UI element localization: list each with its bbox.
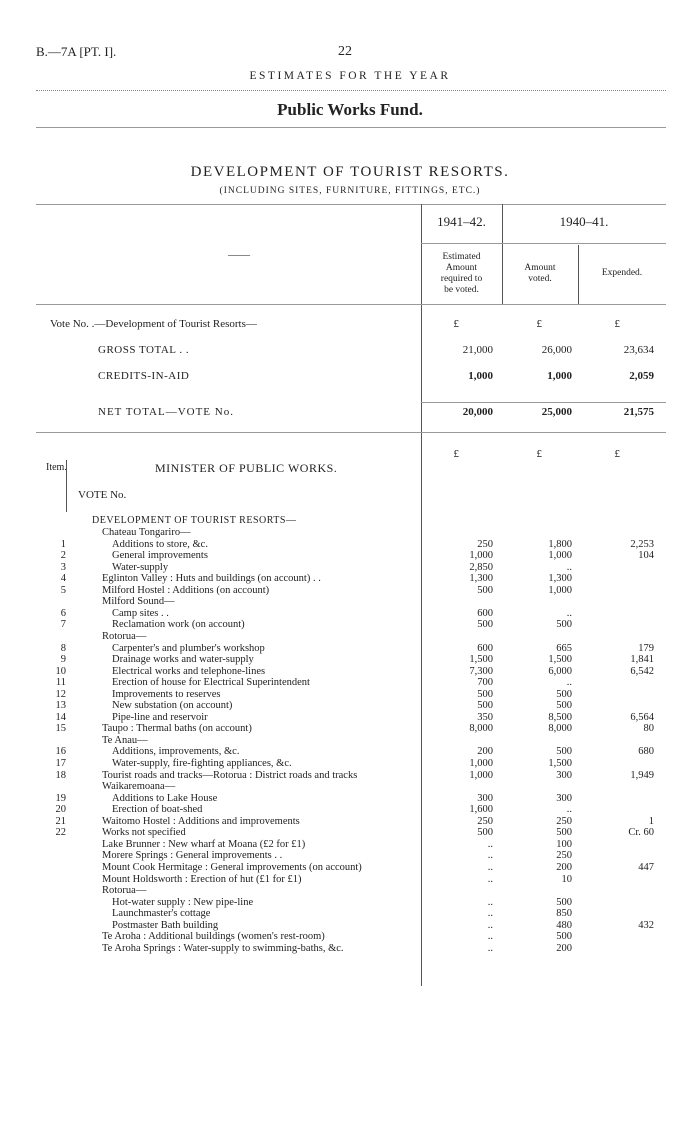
running-title: ESTIMATES FOR THE YEAR (249, 70, 451, 82)
detail-expended-value: 680 (638, 746, 654, 758)
detail-row-label: Pipe-line and reservoir (112, 711, 208, 723)
detail-expended-value: 2,253 (630, 538, 654, 550)
detail-expended-value: 80 (643, 723, 654, 735)
detail-voted-value: 1,500 (548, 758, 572, 769)
summary-voted-value: 1,000 (547, 370, 572, 382)
detail-voted-value: 6,000 (548, 665, 572, 677)
detail-voted-value: 200 (556, 942, 572, 954)
detail-expended-value: 1 (648, 815, 654, 827)
item-number: 11 (55, 677, 66, 689)
detail-expended-value: 6,564 (630, 711, 654, 723)
detail-voted-value: 500 (556, 619, 572, 631)
pound-sign: £ (614, 318, 620, 330)
detail-voted-value: .. (566, 607, 572, 619)
detail-row-label: Te Anau— (102, 734, 148, 746)
fund-title: Public Works Fund. (277, 100, 423, 119)
detail-voted-value: 1,000 (548, 550, 572, 562)
detail-expended-value: 104 (638, 550, 654, 562)
item-number: 18 (55, 769, 66, 781)
voted-header-line: voted. (528, 274, 552, 284)
summary-row-label: CREDITS-IN-AID (98, 370, 190, 382)
detail-estimated-value: 500 (477, 827, 493, 839)
pound-sign: £ (536, 318, 542, 330)
vote-heading: VOTE No. (78, 489, 127, 501)
detail-voted-value: 500 (556, 746, 572, 758)
detail-estimated-value: 500 (477, 688, 493, 700)
detail-row-label: Reclamation work (on account) (112, 619, 245, 631)
detail-voted-value: 8,500 (548, 711, 572, 723)
detail-voted-value: .. (566, 804, 572, 816)
detail-expended-value: 432 (638, 919, 654, 931)
detail-row-label: Additions, improvements, &c. (112, 746, 240, 758)
detail-estimated-value: .. (487, 931, 493, 943)
detail-row-label: Camp sites . . (112, 607, 169, 619)
detail-row-label: Mount Cook Hermitage : General improvements (on account) (102, 861, 362, 873)
net-total-top-rule (421, 402, 666, 403)
detail-voted-value: 500 (556, 827, 572, 839)
item-number: 21 (55, 815, 66, 827)
detail-voted-value: 850 (556, 908, 572, 920)
detail-estimated-value: 1,000 (469, 769, 493, 781)
detail-expended-value: 6,542 (630, 665, 654, 677)
detail-row-label: Postmaster Bath building (112, 919, 219, 931)
item-column-header: Item. (46, 462, 67, 473)
estimated-header-line: Amount (445, 263, 478, 273)
expended-column-header: Expended. (601, 268, 643, 278)
detail-voted-value: 1,000 (548, 584, 572, 596)
detail-estimated-value: 350 (477, 711, 493, 723)
pound-sign: £ (536, 448, 542, 460)
detail-estimated-value: 250 (477, 815, 493, 827)
detail-voted-value: 250 (556, 815, 572, 827)
detail-row-label: Mount Holdsworth : Erection of hut (£1 for £1) (102, 873, 302, 885)
summary-row-label: NET TOTAL—VOTE No. (98, 406, 234, 418)
estimated-header-line: required to (440, 274, 483, 284)
detail-estimated-value: 7,300 (469, 665, 493, 677)
page-number: 22 (338, 44, 352, 59)
summary-voted-value: 26,000 (541, 344, 572, 356)
fund-divider (36, 127, 666, 128)
detail-voted-value: 665 (556, 642, 572, 654)
detail-row-label: Te Aroha : Additional buildings (women's rest-room) (102, 931, 325, 943)
detail-estimated-value: .. (487, 838, 493, 850)
summary-expended-value: 2,059 (629, 370, 654, 382)
item-number: 16 (55, 746, 66, 758)
item-number: 10 (55, 665, 66, 677)
year-rule (421, 243, 666, 244)
detail-estimated-value: 500 (477, 700, 493, 712)
detail-voted-value: 300 (556, 769, 572, 781)
detail-voted-value: 1,300 (548, 573, 572, 585)
summary-bottom-rule (36, 432, 666, 433)
detail-heading: DEVELOPMENT OF TOURIST RESORTS— (92, 515, 297, 526)
detail-estimated-value: 600 (477, 642, 493, 654)
detail-voted-value: 1,800 (548, 538, 572, 550)
item-number: 15 (55, 723, 66, 735)
item-number: 13 (55, 700, 66, 712)
detail-voted-value: 10 (561, 873, 572, 885)
detail-voted-value: 1,500 (548, 654, 572, 666)
summary-estimated-value: 1,000 (468, 370, 493, 382)
item-number: 20 (55, 804, 66, 816)
table-top-rule (36, 204, 666, 205)
detail-row-label: Carpenter's and plumber's workshop (112, 642, 265, 654)
summary-vote-label: Vote No. .—Development of Tourist Resorts— (50, 318, 257, 330)
detail-estimated-value: 300 (477, 792, 493, 804)
detail-voted-value: 500 (556, 700, 572, 712)
detail-voted-value: 500 (556, 931, 572, 943)
summary-estimated-value: 21,000 (462, 344, 493, 356)
detail-estimated-value: .. (487, 908, 493, 920)
detail-row-label: Taupo : Thermal baths (on account) (102, 723, 252, 735)
detail-row-label: Drainage works and water-supply (112, 654, 254, 666)
year-current: 1941–42. (437, 214, 486, 229)
detail-row-label: Works not specified (102, 827, 186, 839)
detail-estimated-value: .. (487, 896, 493, 908)
detail-estimated-value: .. (487, 850, 493, 862)
detail-row-label: Water-supply, fire-fighting appliances, &c. (112, 758, 292, 769)
detail-estimated-value: 700 (477, 677, 493, 689)
detail-expended-value: 1,949 (630, 769, 654, 781)
detail-row-label: Milford Hostel : Additions (on account) (102, 584, 270, 596)
detail-voted-value: 250 (556, 850, 572, 862)
year-previous: 1940–41. (559, 214, 609, 229)
document-reference: B.—7A [PT. I]. (36, 44, 117, 59)
item-number: 19 (55, 792, 66, 804)
detail-row-label: Milford Sound— (102, 596, 175, 608)
pound-sign: £ (453, 448, 459, 460)
estimated-header-line: be voted. (444, 285, 479, 295)
detail-row-label: Te Aroha Springs : Water-supply to swimming-baths, &c. (102, 942, 344, 954)
detail-estimated-value: 8,000 (469, 723, 493, 735)
detail-estimated-value: .. (487, 873, 493, 885)
voted-column-header (502, 263, 578, 285)
detail-estimated-value: 1,600 (469, 804, 493, 816)
detail-row-label: Eglinton Valley : Huts and buildings (on account) . . (102, 573, 321, 585)
detail-estimated-value: 600 (477, 607, 493, 619)
item-number: 4 (60, 573, 66, 585)
summary-estimated-value: 20,000 (462, 406, 493, 418)
item-number: 14 (55, 711, 66, 723)
estimated-column-header (421, 252, 502, 296)
header-bottom-rule (36, 304, 666, 305)
item-number: 3 (60, 561, 66, 573)
detail-row-label: Hot-water supply : New pipe-line (112, 896, 254, 908)
item-number: 22 (55, 827, 66, 839)
pound-sign: £ (614, 448, 620, 460)
detail-row-label: Launchmaster's cottage (112, 908, 211, 920)
detail-row-label: General improvements (112, 550, 208, 562)
summary-row-label: GROSS TOTAL . . (98, 344, 190, 356)
header-divider (36, 90, 666, 91)
detail-expended-value: 1,841 (630, 654, 654, 666)
detail-estimated-value: .. (487, 861, 493, 873)
detail-voted-value: .. (566, 677, 572, 689)
detail-estimated-value: 200 (477, 746, 493, 758)
detail-row-label: Additions to store, &c. (112, 538, 208, 550)
detail-expended-value: Cr. 60 (628, 827, 654, 839)
item-number: 17 (55, 758, 66, 769)
detail-row-label: Waikaremoana— (102, 781, 176, 793)
detail-estimated-value: 1,500 (469, 654, 493, 666)
detail-estimated-value: 2,850 (469, 561, 493, 573)
detail-estimated-value: 500 (477, 619, 493, 631)
item-number: 2 (60, 550, 66, 562)
detail-row-label: New substation (on account) (112, 700, 233, 712)
estimated-header-line: Estimated (442, 252, 481, 262)
pound-sign: £ (453, 318, 459, 330)
detail-voted-value: 8,000 (548, 723, 572, 735)
detail-estimated-value: 500 (477, 584, 493, 596)
detail-row-label: Chateau Tongariro— (102, 527, 191, 538)
detail-row-label: Rotorua— (102, 630, 147, 642)
detail-row-label: Erection of boat-shed (112, 804, 203, 816)
detail-estimated-value: 1,300 (469, 573, 493, 585)
detail-voted-value: 500 (556, 896, 572, 908)
detail-row-label: Tourist roads and tracks—Rotorua : District roads and tracks (102, 769, 358, 781)
summary-expended-value: 23,634 (623, 344, 654, 356)
item-number: 12 (55, 688, 66, 700)
item-number: 7 (60, 619, 66, 631)
detail-voted-value: .. (566, 561, 572, 573)
detail-row-label: Rotorua— (102, 885, 147, 897)
voted-header-line: Amount (524, 263, 556, 273)
detail-estimated-value: 1,000 (469, 758, 493, 769)
section-subtitle: (INCLUDING SITES, FURNITURE, FITTINGS, ETC.) (219, 186, 481, 196)
detail-voted-value: 480 (556, 919, 572, 931)
detail-expended-value: 179 (638, 642, 654, 654)
section-title: DEVELOPMENT OF TOURIST RESORTS. (190, 164, 510, 180)
detail-voted-value: 300 (556, 792, 572, 804)
item-number: 5 (60, 584, 66, 596)
detail-row-label: Additions to Lake House (112, 792, 218, 804)
detail-row-label: Electrical works and telephone-lines (112, 665, 266, 677)
detail-row-label: Lake Brunner : New wharf at Moana (£2 for £1) (102, 838, 306, 850)
detail-voted-value: 100 (556, 838, 572, 850)
item-number: 6 (60, 607, 66, 619)
detail-estimated-value: 250 (477, 538, 493, 550)
detail-estimated-value: .. (487, 919, 493, 931)
minister-heading: MINISTER OF PUBLIC WORKS. (155, 461, 338, 475)
detail-row-label: Waitomo Hostel : Additions and improvements (102, 815, 300, 827)
item-divider (66, 460, 67, 512)
detail-estimated-value: 1,000 (469, 550, 493, 562)
detail-voted-value: 500 (556, 688, 572, 700)
stub-dash: —— (228, 249, 250, 261)
summary-expended-value: 21,575 (623, 406, 654, 418)
summary-voted-value: 25,000 (541, 406, 572, 418)
detail-row-label: Morere Springs : General improvements . . (102, 850, 283, 862)
detail-row-label: Erection of house for Electrical Superintendent (112, 677, 310, 689)
item-number: 8 (60, 642, 66, 654)
detail-voted-value: 200 (556, 861, 572, 873)
item-number: 1 (60, 538, 66, 550)
item-number: 9 (60, 654, 66, 666)
detail-row-label: Improvements to reserves (112, 688, 221, 700)
detail-estimated-value: .. (487, 942, 493, 954)
detail-row-label: Water-supply (112, 561, 169, 573)
detail-expended-value: 447 (638, 861, 654, 873)
